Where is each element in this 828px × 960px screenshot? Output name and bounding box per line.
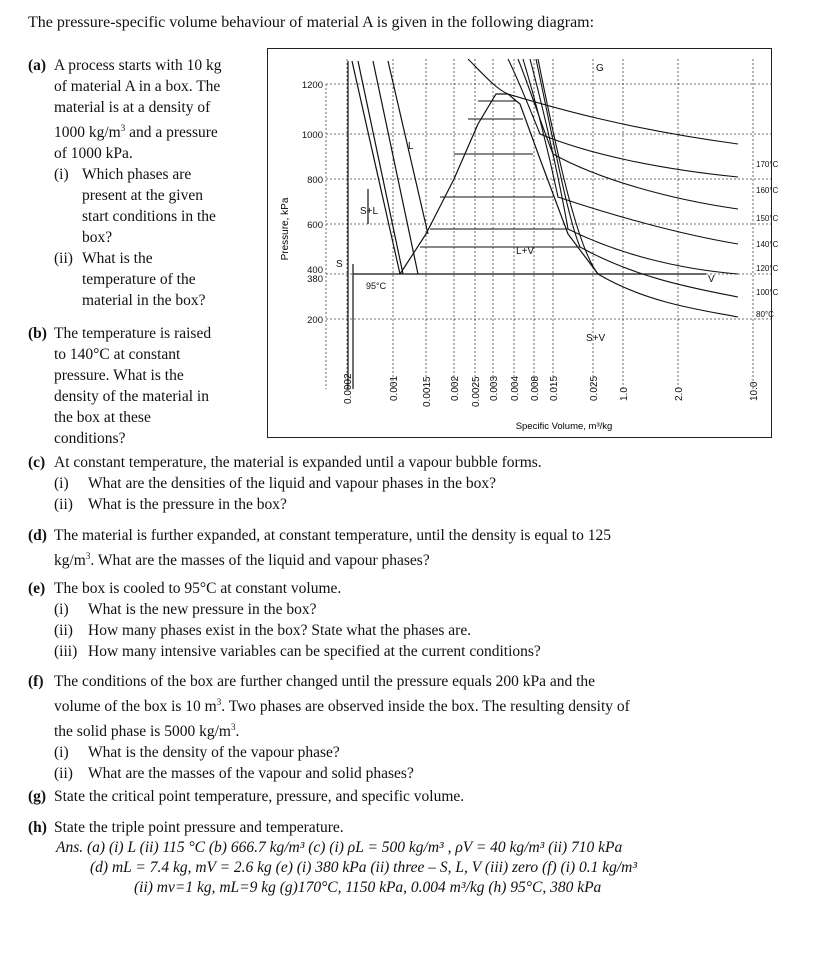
qc-i-text: What are the densities of the liquid and vapour phases in the box? [88,475,497,492]
qg-text: State the critical point temperature, pressure, and specific volume. [54,788,465,805]
qa-line: of 1000 kPa. [54,145,133,163]
x-tick-label: 2.0 [674,387,685,401]
qd-line2b: . What are the masses of the liquid and vapour phases? [90,552,430,570]
sup: 3 [230,722,236,733]
qe-iii-label: (iii) [54,643,78,660]
question-c [28,452,818,515]
isotherm-label: 170°C [756,160,779,169]
region-label-l: L [408,141,414,152]
qa-ii-line: What is the [82,250,153,268]
isotherm-label: 150°C [756,214,779,223]
answer-line-3: (ii) mv=1 kg, mL=9 kg (g)170°C, 1150 kPa, 0.004 m³/kg (h) 95°C, 380 kPa [134,879,602,896]
qa-ii-line: temperature of the [82,271,196,289]
y-tick-label: 200 [307,315,323,326]
qa-line: and a pressure [129,124,218,142]
question-a-b [28,55,258,449]
qa-line: 1000 kg/m [54,124,121,142]
sup: 3 [85,551,91,561]
qa-line: material is at a density of [54,99,211,116]
qc-text: At constant temperature, the material is expanded until a vapour bubble forms. [54,454,542,471]
answers [56,838,826,898]
region-label-95c: 95°C [366,281,387,291]
qa-ii-label: (ii) [54,250,73,268]
x-tick-label: 0.015 [549,375,560,401]
qb-line: pressure. What is the [54,367,184,385]
phase-diagram-frame [267,48,779,438]
x-tick-label: 0.003 [489,375,500,401]
question-g [28,786,818,807]
qf-i-text: What is the density of the vapour phase? [88,744,340,762]
qg-label: (g) [28,788,47,805]
qf-label: (f) [28,673,44,690]
phase-diagram [268,49,779,437]
qc-label: (c) [28,454,46,471]
qe-i-text: What is the new pressure in the box? [88,601,317,618]
qb-line: to 140°C at constant [54,346,181,364]
qf-line3b: . [235,723,240,741]
region-label-s: S [336,259,343,270]
qc-ii-label: (ii) [54,496,73,513]
isotherm-label: 80°C [756,310,774,319]
region-label-sv: S+V [586,333,606,344]
qa-ii-line: material in the box? [82,292,206,310]
qd-label: (d) [28,527,47,544]
answer-line-1: Ans. (a) (i) L (ii) 115 °C (b) 666.7 kg/m³ (c) (i) ρL = 500 kg/m³ , ρV = 40 kg/m³ (ii) 710 kPa [56,839,623,856]
x-tick-label: 0.002 [450,375,461,401]
x-tick-label: 0.025 [589,375,600,401]
qa-label: (a) [28,57,47,74]
qf-ii-text: What are the masses of the vapour and solid phases? [88,765,414,783]
isotherm-label: 140°C [756,240,779,249]
qe-iii-text: How many intensive variables can be specified at the current conditions? [88,643,541,660]
isotherm-label: 160°C [756,186,779,195]
question-h [28,817,818,838]
qc-i-label: (i) [54,475,69,492]
x-tick-label: 0.0025 [471,376,482,407]
sup: 3 [216,697,222,707]
x-tick-label: 0.001 [389,375,400,401]
y-tick-label: 380 [307,274,323,285]
isotherm-100 [536,59,738,297]
y-tick-label: 800 [307,175,323,186]
x-tick-label: 0.008 [530,375,541,401]
question-d [28,525,818,571]
region-label-g: G [596,63,604,74]
qe-ii-text: How many phases exist in the box? State what the phases are. [88,622,472,639]
qb-line: the box at these [54,409,151,427]
qh-label: (h) [28,819,47,836]
qf-ii-label: (ii) [54,765,73,783]
qe-ii-label: (ii) [54,622,73,639]
qa-line: A process starts with 10 kg [54,57,222,74]
qf-line3a: the solid phase is 5000 kg/m [54,723,231,741]
qc-ii-text: What is the pressure in the box? [88,496,287,513]
y-axis-label: Pressure, kPa [280,197,291,261]
qb-label: (b) [28,325,47,343]
sup: 3 [120,123,126,133]
qf-line2a: volume of the box is 10 m [54,698,217,716]
qb-line: density of the material in [54,388,209,406]
qf-line2b: . Two phases are observed inside the box. The resulting density of [221,698,630,716]
qa-i-line: present at the given [82,187,203,205]
isotherm-label: 120°C [756,264,779,273]
qh-text: State the triple point pressure and temperature. [54,819,344,836]
qa-i-line: box? [82,229,113,247]
x-tick-label: 10.0 [749,381,760,401]
y-tick-label: 1200 [301,80,323,91]
qf-i-label: (i) [54,744,69,762]
y-tick-label: 600 [307,220,323,231]
qf-line1: The conditions of the box are further changed until the pressure equals 200 kPa and the [54,673,596,690]
qa-i-line: start conditions in the [82,208,216,226]
qe-text: The box is cooled to 95°C at constant volume. [54,580,342,597]
question-f [28,671,818,784]
region-label-v: V [708,274,715,285]
x-axis-label: Specific Volume, m³/kg [515,421,613,432]
qb-line: conditions? [54,430,126,448]
y-tick-label: 1000 [301,130,323,141]
x-tick-label: 0.0015 [422,376,433,407]
qe-i-label: (i) [54,601,69,618]
qe-label: (e) [28,580,46,597]
qa-i-line: Which phases are [82,166,192,184]
qd-line1: The material is further expanded, at constant temperature, until the density is equal to 125 [54,527,611,544]
qb-line: The temperature is raised [54,325,212,343]
y-tick-label: 400 [307,265,323,276]
fusion-line-2 [358,61,403,274]
isotherm-label: 100°C [756,288,779,297]
answer-line-2: (d) mL = 7.4 kg, mV = 2.6 kg (e) (i) 380 kPa (ii) three – S, L, V (iii) zero (f) (i) 0.1 kg/m³ [90,859,638,876]
x-tick-label: 1.0 [619,387,630,401]
region-label-sl: S+L [360,206,379,217]
region-label-lv: L+V [516,246,535,257]
qa-line: of material A in a box. The [54,78,221,95]
question-e [28,578,818,662]
x-tick-label: 0.0002 [343,373,354,404]
qd-line2a: kg/m [54,552,86,570]
intro-text: The pressure-specific volume behaviour of material A is given in the following diagram: [28,14,595,31]
qa-i-label: (i) [54,166,69,184]
x-tick-label: 0.004 [510,375,521,401]
